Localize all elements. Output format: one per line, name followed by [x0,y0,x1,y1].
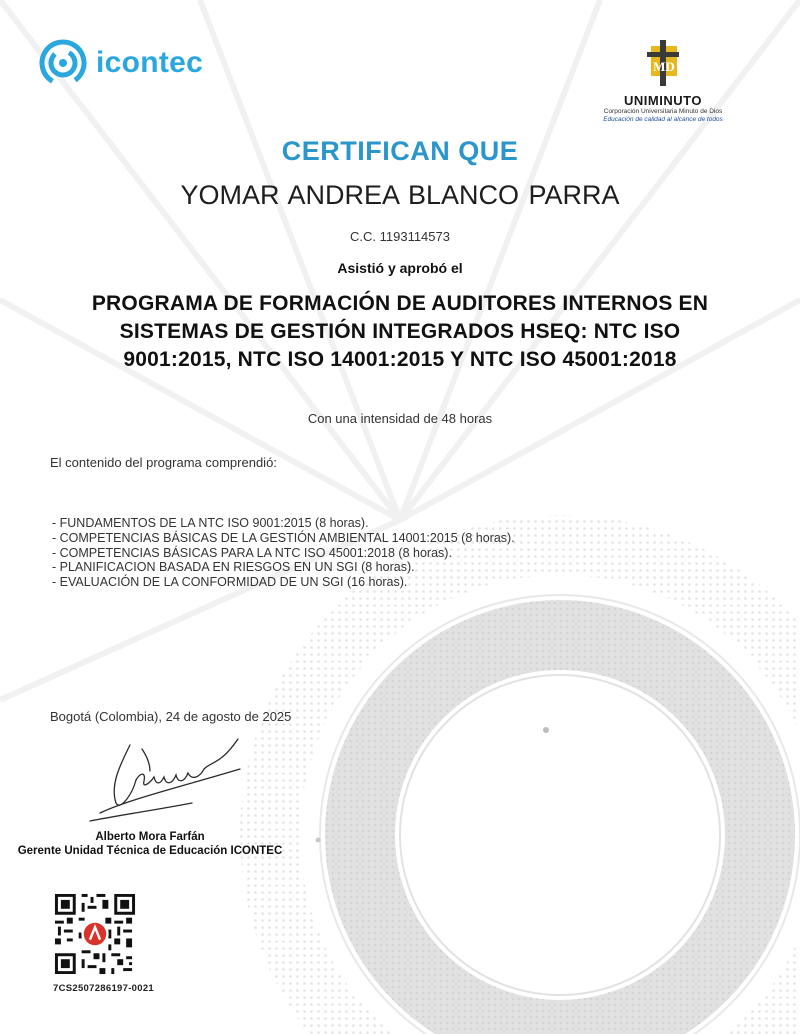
topic-item: - COMPETENCIAS BÁSICAS DE LA GESTIÓN AMBIENTAL 14001:2015 (8 horas). [52,530,515,545]
icontec-emblem-icon [38,38,88,88]
icontec-logo [38,38,203,88]
content-intro: El contenido del programa comprendió: [50,455,277,470]
certificate-heading: CERTIFICAN QUE [281,136,519,166]
verification-qr-code[interactable] [52,891,138,977]
topic-item: - COMPETENCIAS BÁSICAS PARA LA NTC ISO 45001:2018 (8 horas). [52,545,452,560]
verification-code: 7CS2507286197-0021 [53,983,155,994]
topics-list [52,516,515,590]
uniminuto-logo [588,40,738,124]
course-intensity: Con una intensidad de 48 horas [307,411,493,426]
program-title-line: PROGRAMA DE FORMACIÓN DE AUDITORES INTERNOS EN [91,292,709,315]
uniminuto-emblem-icon [641,40,685,86]
signer-title: Gerente Unidad Técnica de Educación ICONTEC [17,845,283,857]
recipient-name: YOMAR ANDREA BLANCO PARRA [180,180,620,210]
icontec-wordmark: icontec [96,46,204,79]
signer-name: Alberto Mora Farfán [95,831,205,843]
uniminuto-tagline: Educación de calidad al alcance de todos [603,116,723,123]
program-title-line: SISTEMAS DE GESTIÓN INTEGRADOS HSEQ: NTC ISO [119,320,681,343]
topic-item: - FUNDAMENTOS DE LA NTC ISO 9001:2015 (8 horas). [52,516,369,530]
recipient-id: C.C. 1193114573 [350,229,450,244]
handwritten-signature [80,725,250,825]
signer-block [0,830,300,858]
uniminuto-subtitle: Corporación Universitaria Minuto de Dios [603,108,723,115]
topic-item: - EVALUACIÓN DE LA CONFORMIDAD DE UN SGI (16 horas). [52,575,408,590]
uniminuto-mark: MD [653,59,675,74]
uniminuto-name: UNIMINUTO [624,93,702,108]
program-title [30,290,770,374]
place-and-date: Bogotá (Colombia), 24 de agosto de 2025 [50,709,292,724]
program-title-line: 9001:2015, NTC ISO 14001:2015 Y NTC ISO 45001:2018 [123,348,677,371]
topic-item: - PLANIFICACION BASADA EN RIESGOS EN UN SGI (8 horas). [52,560,415,575]
attendance-statement: Asistió y aprobó el [337,260,463,276]
